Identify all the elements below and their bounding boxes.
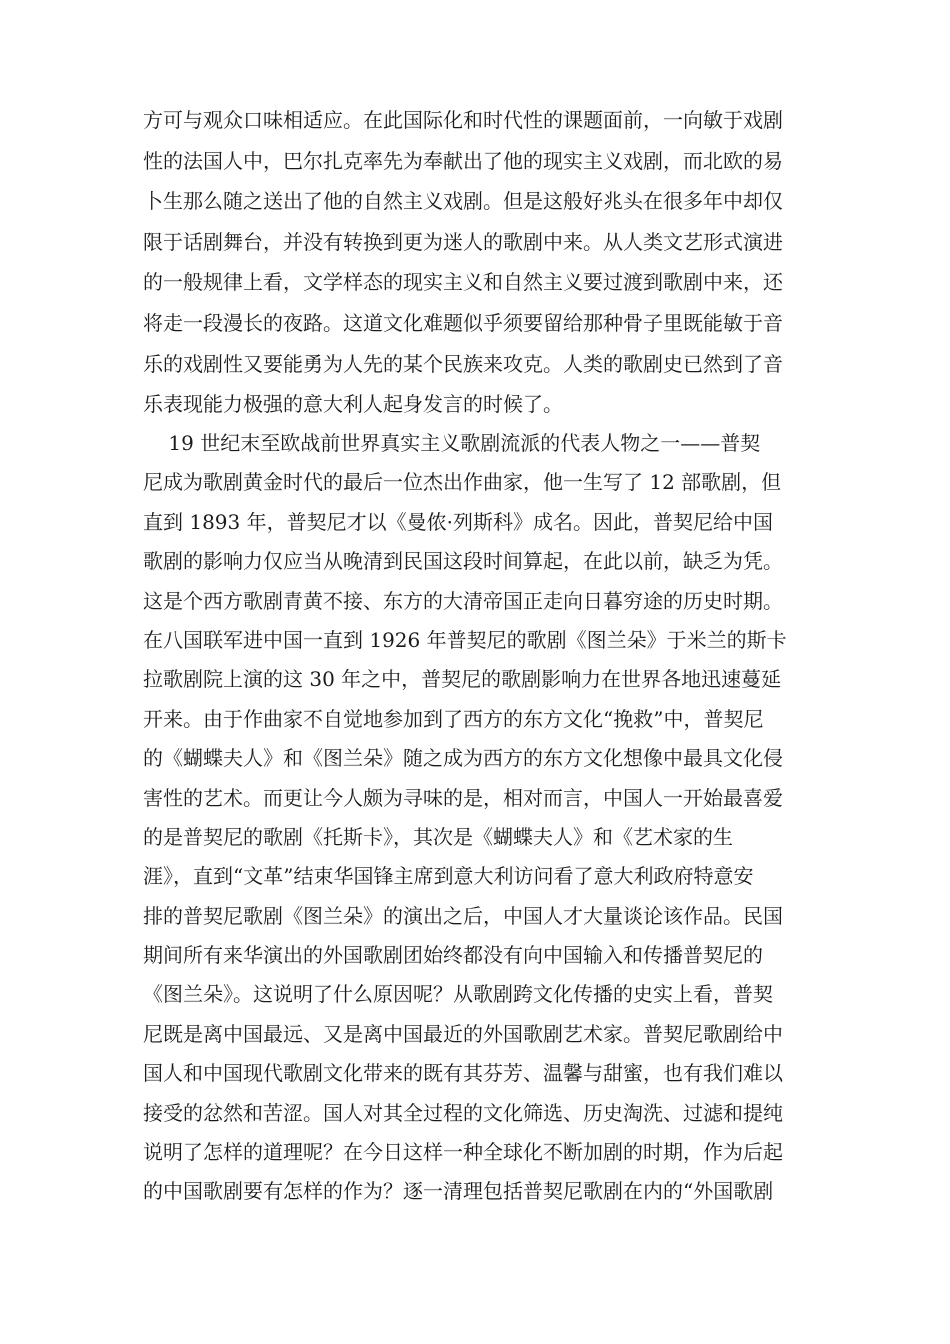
text-line: 歌剧的影响力仅应当从晚清到民国这段时间算起，在此以前，缺乏为凭。 bbox=[143, 549, 783, 574]
text-line: 涯》，直到“文革”结束华国锋主席到意大利访问看了意大利政府特意安 bbox=[143, 864, 754, 889]
paragraph-1 bbox=[143, 100, 826, 425]
text-line: 乐表现能力极强的意大利人起身发言的时候了。 bbox=[143, 392, 563, 417]
text-line: 的《蝴蝶夫人》和《图兰朵》随之成为西方的东方文化想像中最具文化侵 bbox=[143, 746, 783, 771]
text-line: 19 世纪末至欧战前世界真实主义歌剧流派的代表人物之一——普契 bbox=[143, 431, 761, 455]
text-line: 《图兰朵》。这说明了什么原因呢？从歌剧跨文化传播的史实上看，普契 bbox=[143, 982, 773, 1007]
text-line: 性的法国人中，巴尔扎克率先为奉献出了他的现实主义戏剧，而北欧的易 bbox=[143, 148, 783, 173]
text-line: 的是普契尼的歌剧《托斯卡》，其次是《蝴蝶夫人》和《艺术家的生 bbox=[143, 824, 733, 849]
text-line: 国人和中国现代歌剧文化带来的既有其芬芳、温馨与甜蜜，也有我们难以 bbox=[143, 1061, 783, 1086]
text-line: 尼既是离中国最远、又是离中国最近的外国歌剧艺术家。普契尼歌剧给中 bbox=[143, 1021, 783, 1046]
text-line: 接受的忿然和苦涩。国人对其全过程的文化筛选、历史淘洗、过滤和提纯 bbox=[143, 1100, 783, 1125]
text-line: 害性的艺术。而更让今人颇为寻味的是，相对而言，中国人一开始最喜爱 bbox=[143, 785, 783, 810]
text-line: 排的普契尼歌剧《图兰朵》的演出之后，中国人才大量谈论该作品。民国 bbox=[143, 903, 783, 928]
text-line: 直到 1893 年，普契尼才以《曼侬·列斯科》成名。因此，普契尼给中国 bbox=[143, 509, 773, 534]
text-line: 限于话剧舞台，并没有转换到更为迷人的歌剧中来。从人类文艺形式演进 bbox=[143, 229, 783, 254]
text-line: 乐的戏剧性又要能勇为人先的某个民族来攻克。人类的歌剧史已然到了音 bbox=[143, 351, 783, 376]
text-line: 方可与观众口味相适应。在此国际化和时代性的课题面前，一向敏于戏剧 bbox=[143, 108, 783, 132]
text-line: 开来。由于作曲家不自觉地参加到了西方的东方文化“挽救”中，普契尼 bbox=[143, 706, 764, 731]
text-line: 期间所有来华演出的外国歌剧团始终都没有向中国输入和传播普契尼的 bbox=[143, 943, 763, 968]
paragraph-2 bbox=[143, 424, 826, 1212]
text-line: 的中国歌剧要有怎样的作为？逐一清理包括普契尼歌剧在内的“外国歌剧 bbox=[143, 1179, 774, 1204]
text-line: 拉歌剧院上演的这 30 年之中，普契尼的歌剧影响力在世界各地迅速蔓延 bbox=[143, 667, 782, 692]
text-line: 将走一段漫长的夜路。这道文化难题似乎须要留给那种骨子里既能敏于音 bbox=[143, 310, 783, 335]
text-line: 在八国联军进中国一直到 1926 年普契尼的歌剧《图兰朵》于米兰的斯卡 bbox=[143, 627, 787, 652]
text-line: 这是个西方歌剧青黄不接、东方的大清帝国正走向日暮穷途的历史时期。 bbox=[143, 588, 783, 613]
text-line: 说明了怎样的道理呢？在今日这样一种全球化不断加剧的时期，作为后起 bbox=[143, 1140, 783, 1165]
text-line: 卜生那么随之送出了他的自然主义戏剧。但是这般好兆头在很多年中却仅 bbox=[143, 189, 783, 214]
text-line: 尼成为歌剧黄金时代的最后一位杰出作曲家，他一生写了 12 部歌剧，但 bbox=[143, 470, 782, 495]
text-line: 的一般规律上看，文学样态的现实主义和自然主义要过渡到歌剧中来，还 bbox=[143, 270, 783, 295]
